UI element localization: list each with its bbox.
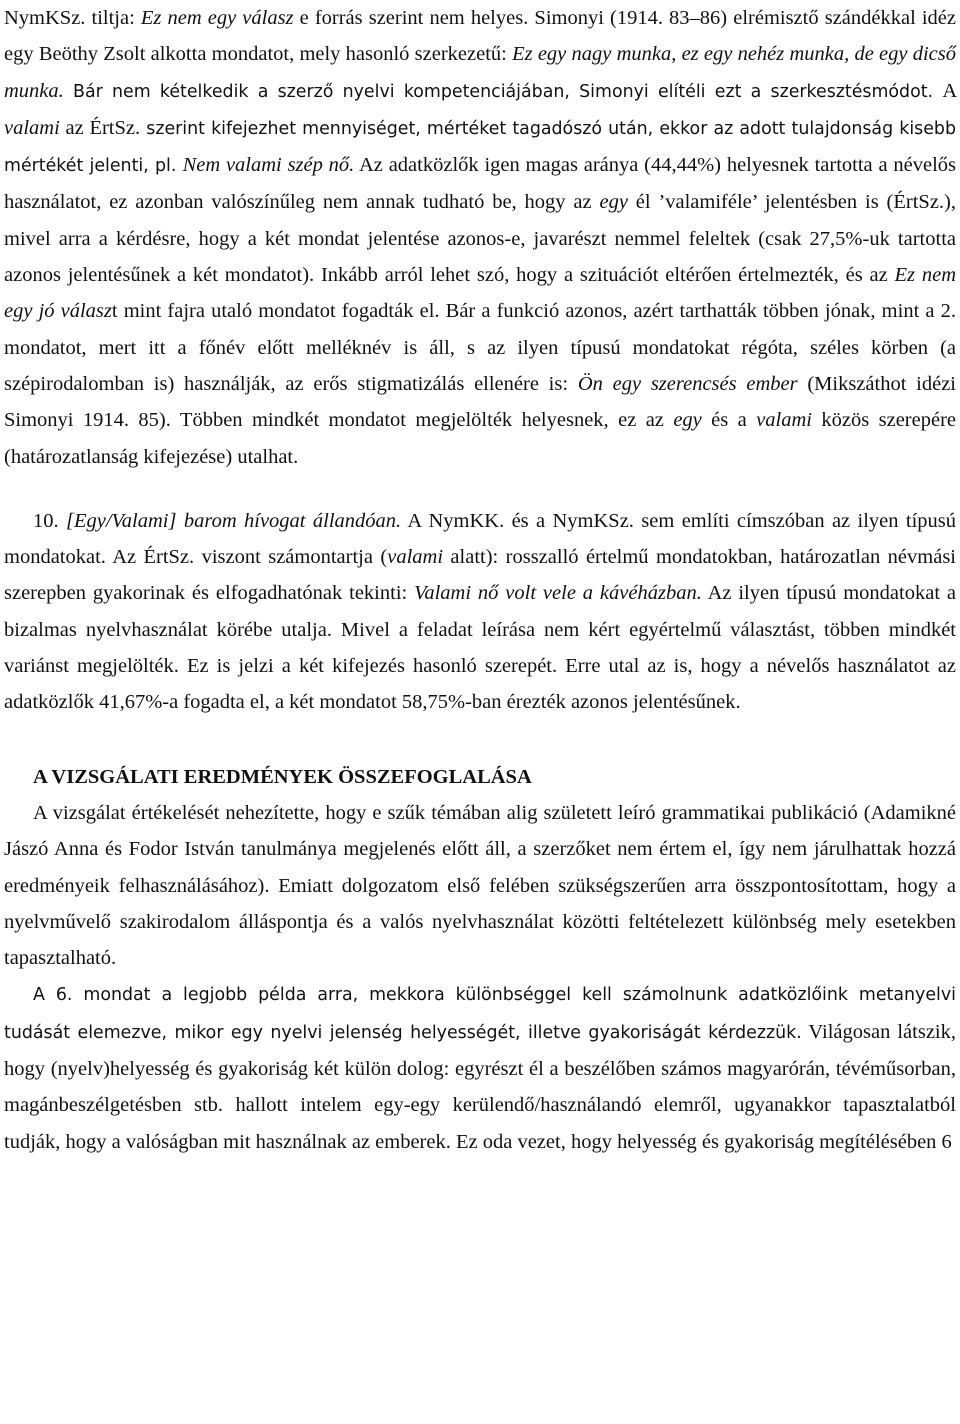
text-run: Bár nem kételkedik a szerző nyelvi kompetenciájában, Simonyi elítéli ezt a szerkesztésmódot.	[63, 81, 943, 102]
text-run: közös szerepére (határozatlanság kifejezése) utalhat.	[4, 409, 957, 468]
section-spacer	[4, 721, 956, 759]
example-phrase: Ez nem egy válasz	[140, 7, 294, 29]
text-run: Világosan látszik, hogy (nyelv)helyesség és gyakoriság két külön dolog: egyrészt él a beszélőben számos magyarórán, tévéműsorban, magánbeszélgetésben stb. hallott intelem egy-egy kerülendő/használandó elemről, ugyanakkor tapasztalatból tudják, hogy a valóságban mit használnak az emberek. Ez oda vezet, hogy helyesség és gyakoriság megítélésében 6	[4, 1020, 956, 1153]
example-sentence: Valami nő volt vele a kávéházban.	[414, 582, 702, 605]
text-run: Az ilyen típusú mondatokat a bizalmas nyelvhasználat körébe utalja. Mivel a feladat leírása nem kért egyértelmű választást, többen mindkét variánst megjelölték. Ez is jelzi a két kifejezés hasonló szerepét. Erre utal az is, hogy a névelős használatot az adatközlők 41,67%-a fogadta el, a két mondatot 58,75%-ban érezték azonos jelentésűnek.	[4, 582, 956, 714]
paragraph-sentence-6	[4, 976, 956, 1159]
paragraph-item-10	[4, 503, 956, 721]
section-heading: A VIZSGÁLATI EREDMÉNYEK ÖSSZEFOGLALÁSA	[33, 765, 532, 788]
text-run: t mint fajra utaló mondatot fogadták el. Bár a funkció azonos, azért tarthatták többen jónak, mint a 2. mondatot, mert itt a főnév előtt melléknév is áll, s az ilyen típusú mondatokat régóta, széles körben (a szépirodalomban is) használják, az erős stigmatizálás ellenére is:	[4, 300, 956, 395]
example-word: valami	[4, 116, 60, 139]
text-run: alatt): rosszalló értelmű mondatokban, határozatlan névmási szerepben gyakorinak és elfogadhatónak tekinti:	[4, 546, 956, 605]
text-run: NymKSz. tiltja:	[4, 7, 141, 29]
example-sentence: Ez egy nagy munka, ez egy nehéz munka, de egy dicső munka.	[4, 43, 956, 102]
text-run: A NymKK. és a NymKSz. sem említi címszóban az ilyen típusú mondatokat. Az ÉrtSz. viszont számontartja (	[4, 509, 957, 569]
example-sentence: Nem valami szép nő.	[182, 154, 355, 177]
paragraph-spacer	[4, 475, 956, 503]
example-word: valami	[387, 546, 444, 569]
text-run: él ’valamiféle’ jelentésben is (ÉrtSz.), mivel arra a kérdésre, hogy a két mondat jelentése azonos-e, javarészt nemmel feleltek (csak 27,5%-uk tartotta azonos jelentésűnek a két mondatot). Inkább arról lehet szó, hogy a szituációt eltérően értelmezték, és az	[4, 191, 956, 287]
text-run: A	[942, 79, 956, 102]
text-run: az ÉrtSz.	[59, 116, 141, 139]
item-number: 10.	[33, 509, 67, 532]
text-run: és a	[701, 409, 757, 432]
text-run: (Mikszáthot idézi Simonyi 1914. 85). Többen mindkét mondatot megjelölték helyesnek, ez az	[4, 372, 956, 432]
document-page	[4, 0, 956, 1160]
example-sentence: Ez nem egy jó válasz	[4, 264, 956, 323]
example-sentence: Ön egy szerencsés ember	[577, 372, 798, 395]
example-word: egy	[673, 409, 702, 432]
example-sentence: [Egy/Valami] barom hívogat állandóan.	[66, 509, 402, 532]
paragraph-summary-intro: A vizsgálat értékelését nehezítette, hogy e szűk témában alig született leíró grammatikai publikáció (Adamikné Jászó Anna és Fodor István tanulmánya megjelenés előtt áll, a szerzőket nem értem el, így nem járulhattak hozzá eredményeik felhasználásához). Emiatt dolgozatom első felében szükségszerűen arra összpontosítottam, hogy a nyelvművelő szakirodalom álláspontja és a valós nyelvhasználat közötti feltételezett különbség mely esetekben tapasztalható.	[4, 801, 956, 970]
text-run: Az adatközlők igen magas aránya (44,44%) helyesnek tartotta a névelős használatot, ez azonban valószínűleg nem annak tudható be, hogy az	[4, 154, 956, 214]
paragraph-nem-egy-valasz	[4, 0, 956, 475]
text-run: e forrás szerint nem helyes. Simonyi (1914. 83–86) elrémisztő szándékkal idéz egy Beöthy Zsolt alkotta mondatot, mely hasonló szerkezetű:	[4, 7, 957, 66]
example-word: egy	[599, 191, 628, 214]
example-word: valami	[756, 409, 812, 432]
text-run: szerint kifejezhet mennyiséget, mértéket tagadószó után, ekkor az adott tulajdonság kisebb mértékét jelenti, pl.	[4, 118, 956, 177]
text-run: A 6. mondat a legjobb példa arra, mekkora különbséggel kell számolnunk adatközlőink metanyelvi tudását elemezve, mikor egy nyelvi jelenség helyességét, illetve gyakoriságát kérdezzük.	[4, 985, 956, 1043]
